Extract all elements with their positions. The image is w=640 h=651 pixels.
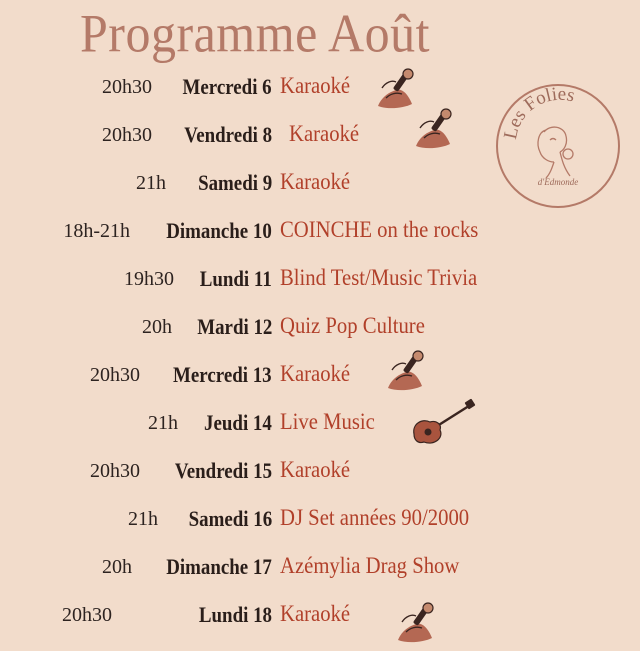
event-day: Vendredi 8 (184, 122, 272, 147)
event-row (0, 600, 640, 640)
event-time: 20h30 (102, 76, 152, 98)
event-day: Mercredi 6 (182, 74, 272, 99)
event-time: 21h (128, 508, 158, 530)
event-name: Karaoké (289, 121, 360, 146)
event-time: 20h30 (90, 364, 140, 386)
event-name: Quiz Pop Culture (280, 313, 425, 338)
page-title: Programme Août (80, 3, 431, 64)
microphone-icon (410, 108, 458, 157)
event-row (0, 504, 640, 544)
event-row (0, 120, 640, 160)
event-time: 18h-21h (63, 220, 130, 242)
event-day: Lundi 11 (199, 266, 272, 291)
event-day: Mardi 12 (196, 314, 272, 339)
event-row (0, 360, 640, 400)
event-name: Karaoké (280, 601, 351, 626)
event-time: 20h30 (90, 460, 140, 482)
event-time: 20h (142, 316, 172, 338)
event-name: Blind Test/Music Trivia (280, 265, 478, 290)
logo-title: Les Folies (500, 83, 577, 142)
event-name: Karaoké (280, 361, 351, 386)
event-name: Azémylia Drag Show (280, 553, 460, 578)
event-day: Jeudi 14 (204, 410, 272, 435)
event-time: 21h (148, 412, 178, 434)
event-day: Lundi 18 (198, 602, 272, 627)
event-row (0, 216, 640, 256)
event-name: Karaoké (280, 457, 351, 482)
event-name: Karaoké (280, 73, 351, 98)
event-day: Samedi 9 (197, 170, 272, 195)
event-time: 20h30 (62, 604, 112, 626)
event-name: DJ Set années 90/2000 (280, 505, 470, 530)
event-time: 20h (102, 556, 132, 578)
event-day: Dimanche 10 (166, 218, 272, 243)
event-row (0, 312, 640, 352)
event-row (0, 408, 640, 448)
event-day: Samedi 16 (188, 506, 272, 531)
guitar-icon (410, 398, 476, 451)
event-row (0, 72, 640, 112)
event-day: Vendredi 15 (174, 458, 272, 483)
event-row (0, 552, 640, 592)
event-time: 21h (136, 172, 166, 194)
microphone-icon (382, 350, 430, 399)
event-day: Mercredi 13 (173, 362, 272, 387)
event-name: Live Music (280, 409, 375, 434)
microphone-icon (392, 602, 440, 651)
logo-subtitle: d'Edmonde (537, 177, 579, 187)
event-day: Dimanche 17 (166, 554, 272, 579)
event-time: 20h30 (102, 124, 152, 146)
event-name: Karaoké (280, 169, 351, 194)
event-row (0, 456, 640, 496)
event-time: 19h30 (124, 268, 174, 290)
event-row (0, 168, 640, 208)
event-row (0, 264, 640, 304)
event-name: COINCHE on the rocks (280, 217, 479, 242)
